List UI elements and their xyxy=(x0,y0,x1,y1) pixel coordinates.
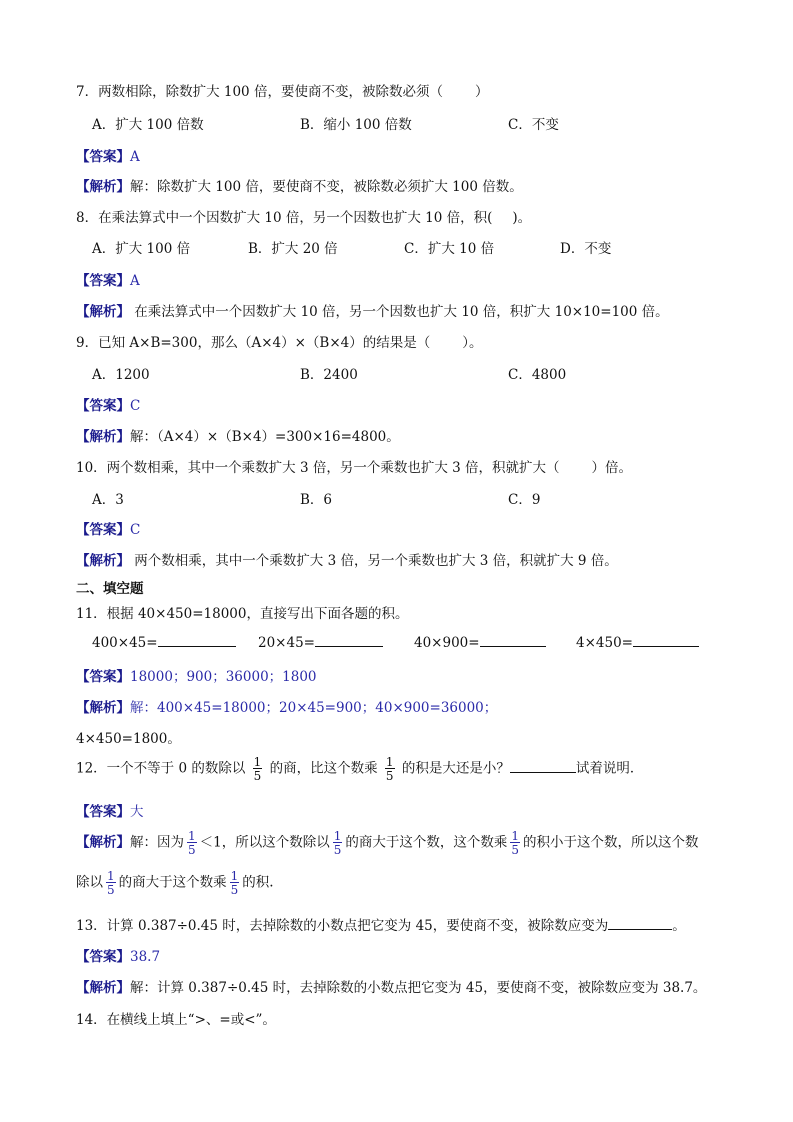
q11-item-2: 20×45= xyxy=(258,634,383,651)
q7-answer: 【答案】A xyxy=(76,149,140,165)
q10-option-c: C．9 xyxy=(508,492,541,508)
q7-analysis: 【解析】解：除数扩大 100 倍，要使商不变，被除数必须扩大 100 倍数。 xyxy=(76,179,523,195)
q9-option-c: C．4800 xyxy=(508,367,567,383)
fraction: $\frac{1}{5}$ xyxy=(385,755,394,783)
q7-option-a: A．扩大 100 倍数 xyxy=(92,117,204,133)
q11-answer: 【答案】18000；900；36000；1800 xyxy=(76,669,317,685)
q10-option-b: B．6 xyxy=(300,492,333,508)
q11-stem: 11．根据 40×450=18000，直接写出下面各题的积。 xyxy=(76,606,409,622)
q11-analysis-line2: 4×450=1800。 xyxy=(76,731,181,747)
q9-stem: 9．已知 A×B=300，那么（A×4）×（B×4）的结果是（ ）。 xyxy=(76,335,483,351)
q10-analysis: 【解析】 两个数相乘，其中一个乘数扩大 3 倍，另一个乘数也扩大 3 倍，积就扩大 9 倍。 xyxy=(76,553,618,569)
fraction: $\frac{1}{5}$ xyxy=(333,829,342,857)
q8-option-b: B．扩大 20 倍 xyxy=(248,241,338,257)
q9-analysis: 【解析】解：（A×4）×（B×4）=300×16=4800。 xyxy=(76,429,400,445)
q11-item-4: 4×450= xyxy=(576,634,699,651)
q11-item-1: 400×45= xyxy=(92,634,236,651)
q11-analysis: 【解析】解：400×45=18000；20×45=900；40×900=36000； xyxy=(76,700,498,716)
q8-option-c: C．扩大 10 倍 xyxy=(404,241,495,257)
q9-option-b: B．2400 xyxy=(300,367,358,383)
q7-stem: 7．两数相除，除数扩大 100 倍，要使商不变，被除数必须（ ） xyxy=(76,84,489,100)
q12-stem: 12．一个不等于 0 的数除以 $\frac{1}{5}$ 的商，比这个数乘 $\frac{1}{5}$ 的积是大还是小？ 试着说明． xyxy=(76,755,644,783)
q13-analysis: 【解析】解：计算 0.387÷0.45 时，去掉除数的小数点把它变为 45，要使商不变，被除数应变为 38.7。 xyxy=(76,980,707,996)
section-title: 二、填空题 xyxy=(76,581,144,597)
q12-analysis: 【解析】解：因为 $\frac{1}{5}$ ＜1，所以这个数除以 $\frac{1}{5}$ 的商大于这个数，这个数乘 $\frac{1}{5}$ 的积小于这个数，所以这个数 xyxy=(76,829,699,857)
q14-stem: 14．在横线上填上“>、=或<”。 xyxy=(76,1012,276,1028)
q13-answer: 【答案】38.7 xyxy=(76,949,161,965)
q13-stem: 13．计算 0.387÷0.45 时，去掉除数的小数点把它变为 45，要使商不变，被除数应变为 。 xyxy=(76,918,686,934)
q8-option-d: D．不变 xyxy=(560,241,612,257)
fraction: $\frac{1}{5}$ xyxy=(230,869,239,897)
q7-option-b: B．缩小 100 倍数 xyxy=(300,117,412,133)
fraction: $\frac{1}{5}$ xyxy=(188,829,196,857)
fraction: $\frac{1}{5}$ xyxy=(253,755,262,783)
q9-option-a: A．1200 xyxy=(92,367,150,383)
q10-answer: 【答案】C xyxy=(76,522,141,538)
fraction: $\frac{1}{5}$ xyxy=(107,869,115,897)
q8-analysis: 【解析】 在乘法算式中一个因数扩大 10 倍，另一个因数也扩大 10 倍，积扩大 10×10=100 倍。 xyxy=(76,304,669,320)
q8-answer: 【答案】A xyxy=(76,273,140,289)
fraction: $\frac{1}{5}$ xyxy=(511,829,520,857)
q12-answer: 【答案】大 xyxy=(76,804,144,820)
q7-option-c: C．不变 xyxy=(508,117,559,133)
q8-stem: 8．在乘法算式中一个因数扩大 10 倍，另一个因数也扩大 10 倍，积( )。 xyxy=(76,210,532,226)
q8-option-a: A．扩大 100 倍 xyxy=(92,241,191,257)
q10-stem: 10．两个数相乘，其中一个乘数扩大 3 倍，另一个乘数也扩大 3 倍，积就扩大（ ）倍。 xyxy=(76,460,633,476)
q10-option-a: A．3 xyxy=(92,492,124,508)
q12-analysis-line2: 除以 $\frac{1}{5}$ 的商大于这个数乘 $\frac{1}{5}$ 的积. xyxy=(76,869,274,897)
q11-item-3: 40×900= xyxy=(414,634,546,651)
q9-answer: 【答案】C xyxy=(76,398,141,414)
